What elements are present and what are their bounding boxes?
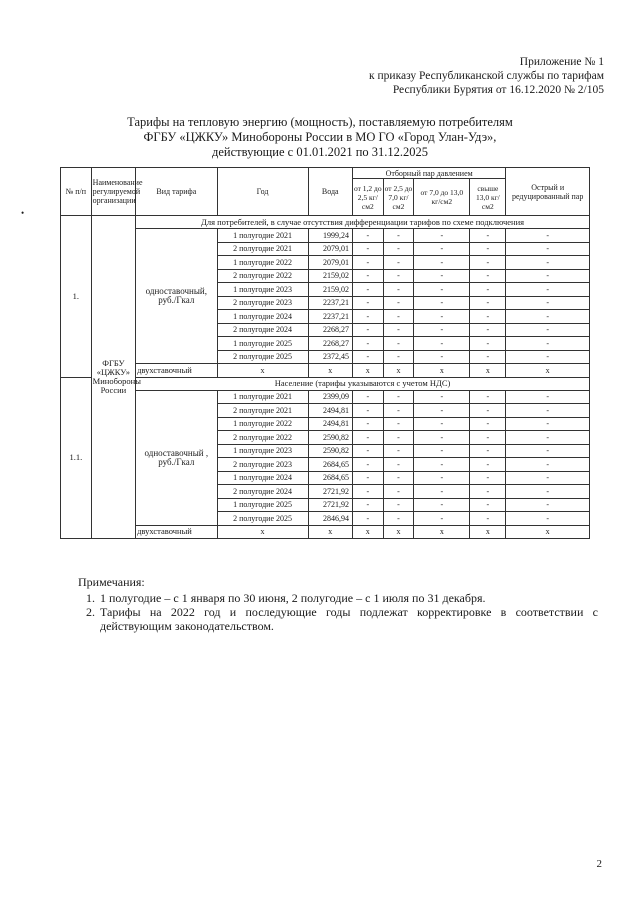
note-item: 2. Тарифы на 2022 год и последующие годы подлежат корректировке в соответствии с действующим законодательством.: [98, 605, 598, 633]
x-cell: х: [506, 364, 590, 378]
dash-cell: -: [414, 256, 470, 270]
header-year: Год: [217, 168, 308, 216]
period-cell: 2 полугодие 2021: [217, 242, 308, 256]
dash-cell: -: [383, 337, 414, 351]
x-cell: х: [308, 364, 352, 378]
dash-cell: -: [506, 256, 590, 270]
dash-cell: -: [506, 512, 590, 526]
dash-cell: -: [414, 296, 470, 310]
dash-cell: -: [383, 444, 414, 458]
water-value: 2721,92: [308, 498, 352, 512]
dash-cell: -: [383, 323, 414, 337]
dash-cell: -: [506, 229, 590, 243]
dash-cell: -: [414, 444, 470, 458]
water-value: 2590,82: [308, 444, 352, 458]
x-cell: х: [352, 525, 383, 539]
margin-mark: •: [21, 208, 25, 218]
header-num: № п/п: [61, 168, 92, 216]
dash-cell: -: [470, 458, 506, 472]
dash-cell: -: [352, 256, 383, 270]
water-value: 2399,09: [308, 390, 352, 404]
header-steam-1: от 1,2 до 2,5 кг/см2: [352, 179, 383, 216]
title-line-2: ФГБУ «ЦЖКУ» Минобороны России в МО ГО «Город Улан-Удэ»,: [143, 130, 497, 144]
dash-cell: -: [383, 431, 414, 445]
period-cell: 1 полугодие 2024: [217, 310, 308, 324]
dash-cell: -: [470, 417, 506, 431]
dash-cell: -: [470, 310, 506, 324]
dash-cell: -: [383, 269, 414, 283]
section-1-title-row: [61, 216, 590, 229]
x-cell: х: [383, 364, 414, 378]
x-cell: х: [217, 525, 308, 539]
dash-cell: -: [352, 471, 383, 485]
section-2-num: 1.1.: [61, 377, 92, 539]
x-cell: х: [414, 525, 470, 539]
appendix-order: к приказу Республиканской службы по тарифам: [369, 70, 604, 82]
dash-cell: -: [414, 512, 470, 526]
dash-cell: -: [352, 458, 383, 472]
header-steam-2: от 2,5 до 7,0 кг/см2: [383, 179, 414, 216]
page-number: 2: [596, 858, 602, 870]
dash-cell: -: [414, 283, 470, 297]
tariff-table: [60, 167, 590, 539]
header-org: Наименование регулируемой организации: [91, 168, 135, 216]
x-cell: х: [414, 364, 470, 378]
dash-cell: -: [470, 471, 506, 485]
dash-cell: -: [470, 296, 506, 310]
dash-cell: -: [470, 323, 506, 337]
period-cell: 2 полугодие 2023: [217, 296, 308, 310]
single-rate-label: одноставочный , руб./Гкал: [136, 390, 217, 525]
dash-cell: -: [352, 431, 383, 445]
x-cell: х: [352, 364, 383, 378]
dash-cell: -: [470, 404, 506, 418]
dash-cell: -: [470, 390, 506, 404]
dash-cell: -: [414, 404, 470, 418]
dash-cell: -: [506, 337, 590, 351]
note-item: 1. 1 полугодие – с 1 января по 30 июня, 2 полугодие – с 1 июля по 31 декабря.: [98, 591, 598, 605]
notes-section: [78, 575, 598, 633]
dash-cell: -: [352, 269, 383, 283]
dash-cell: -: [470, 350, 506, 364]
header-sharp-steam: Острый и редуцированный пар: [506, 168, 590, 216]
period-cell: 2 полугодие 2021: [217, 404, 308, 418]
water-value: 2159,02: [308, 269, 352, 283]
dash-cell: -: [383, 229, 414, 243]
title-line-3: действующие с 01.01.2021 по 31.12.2025: [211, 145, 429, 159]
water-value: 1999,24: [308, 229, 352, 243]
dash-cell: -: [352, 337, 383, 351]
dash-cell: -: [383, 485, 414, 499]
dash-cell: -: [414, 337, 470, 351]
dash-cell: -: [470, 242, 506, 256]
header-steam-4: свыше 13,0 кг/см2: [470, 179, 506, 216]
dash-cell: -: [383, 458, 414, 472]
table-row: [61, 229, 590, 243]
dash-cell: -: [414, 498, 470, 512]
period-cell: 1 полугодие 2024: [217, 471, 308, 485]
period-cell: 2 полугодие 2024: [217, 323, 308, 337]
period-cell: 2 полугодие 2024: [217, 485, 308, 499]
dash-cell: -: [383, 512, 414, 526]
section-1-num: 1.: [61, 216, 92, 378]
dash-cell: -: [383, 390, 414, 404]
dash-cell: -: [383, 350, 414, 364]
x-cell: х: [383, 525, 414, 539]
header-water: Вода: [308, 168, 352, 216]
dash-cell: -: [506, 390, 590, 404]
dash-cell: -: [506, 485, 590, 499]
period-cell: 2 полугодие 2022: [217, 431, 308, 445]
single-rate-label: одноставочный, руб./Гкал: [136, 229, 217, 364]
dash-cell: -: [470, 229, 506, 243]
dash-cell: -: [383, 296, 414, 310]
section-2-title: Население (тарифы указываются с учетом НДС): [136, 377, 590, 390]
org-name: ФГБУ «ЦЖКУ» Минобороны России: [91, 216, 135, 539]
period-cell: 1 полугодие 2023: [217, 283, 308, 297]
dash-cell: -: [506, 431, 590, 445]
header-steam-group: Отборный пар давлением: [352, 168, 505, 179]
header-tariff-type: Вид тарифа: [136, 168, 217, 216]
dash-cell: -: [352, 242, 383, 256]
dash-cell: -: [506, 444, 590, 458]
dash-cell: -: [470, 444, 506, 458]
dash-cell: -: [352, 404, 383, 418]
dash-cell: -: [352, 229, 383, 243]
period-cell: 2 полугодие 2022: [217, 269, 308, 283]
period-cell: 2 полугодие 2025: [217, 350, 308, 364]
header-steam-3: от 7,0 до 13,0 кг/см2: [414, 179, 470, 216]
appendix-header: [369, 55, 604, 97]
two-rate-row: [61, 364, 590, 378]
dash-cell: -: [352, 444, 383, 458]
table-header-row: [61, 168, 590, 179]
water-value: 2372,45: [308, 350, 352, 364]
period-cell: 1 полугодие 2022: [217, 417, 308, 431]
water-value: 2721,92: [308, 485, 352, 499]
period-cell: 1 полугодие 2021: [217, 390, 308, 404]
water-value: 2079,01: [308, 256, 352, 270]
dash-cell: -: [506, 323, 590, 337]
dash-cell: -: [414, 269, 470, 283]
dash-cell: -: [506, 269, 590, 283]
dash-cell: -: [383, 471, 414, 485]
dash-cell: -: [414, 323, 470, 337]
dash-cell: -: [352, 512, 383, 526]
dash-cell: -: [414, 229, 470, 243]
dash-cell: -: [470, 431, 506, 445]
dash-cell: -: [470, 512, 506, 526]
water-value: 2159,02: [308, 283, 352, 297]
water-value: 2684,65: [308, 458, 352, 472]
appendix-date: Республики Бурятия от 16.12.2020 № 2/105: [392, 84, 604, 96]
notes-heading: Примечания:: [78, 575, 145, 589]
x-cell: х: [308, 525, 352, 539]
table-row: [61, 390, 590, 404]
dash-cell: -: [414, 242, 470, 256]
two-rate-label: двухставочный: [136, 525, 217, 539]
dash-cell: -: [470, 498, 506, 512]
period-cell: 1 полугодие 2025: [217, 337, 308, 351]
water-value: 2237,21: [308, 310, 352, 324]
water-value: 2268,27: [308, 337, 352, 351]
dash-cell: -: [352, 323, 383, 337]
dash-cell: -: [383, 256, 414, 270]
dash-cell: -: [352, 498, 383, 512]
dash-cell: -: [506, 350, 590, 364]
period-cell: 1 полугодие 2021: [217, 229, 308, 243]
dash-cell: -: [506, 404, 590, 418]
dash-cell: -: [352, 417, 383, 431]
dash-cell: -: [383, 242, 414, 256]
dash-cell: -: [414, 417, 470, 431]
appendix-number: Приложение № 1: [519, 56, 604, 68]
dash-cell: -: [383, 498, 414, 512]
dash-cell: -: [414, 390, 470, 404]
period-cell: 1 полугодие 2023: [217, 444, 308, 458]
water-value: 2684,65: [308, 471, 352, 485]
water-value: 2846,94: [308, 512, 352, 526]
water-value: 2268,27: [308, 323, 352, 337]
dash-cell: -: [352, 390, 383, 404]
two-rate-row: [61, 525, 590, 539]
water-value: 2494,81: [308, 417, 352, 431]
x-cell: х: [217, 364, 308, 378]
dash-cell: -: [352, 310, 383, 324]
period-cell: 1 полугодие 2025: [217, 498, 308, 512]
dash-cell: -: [506, 471, 590, 485]
period-cell: 2 полугодие 2023: [217, 458, 308, 472]
two-rate-label: двухставочный: [136, 364, 217, 378]
dash-cell: -: [414, 458, 470, 472]
dash-cell: -: [383, 283, 414, 297]
table-body: [61, 216, 590, 539]
dash-cell: -: [506, 242, 590, 256]
dash-cell: -: [506, 498, 590, 512]
dash-cell: -: [470, 337, 506, 351]
dash-cell: -: [506, 283, 590, 297]
dash-cell: -: [383, 417, 414, 431]
water-value: 2494,81: [308, 404, 352, 418]
dash-cell: -: [470, 269, 506, 283]
dash-cell: -: [352, 296, 383, 310]
title-line-1: Тарифы на тепловую энергию (мощность), поставляемую потребителям: [127, 115, 513, 129]
water-value: 2590,82: [308, 431, 352, 445]
dash-cell: -: [352, 350, 383, 364]
dash-cell: -: [506, 310, 590, 324]
dash-cell: -: [383, 310, 414, 324]
x-cell: х: [470, 364, 506, 378]
dash-cell: -: [414, 485, 470, 499]
notes-list: [78, 591, 598, 633]
x-cell: х: [470, 525, 506, 539]
dash-cell: -: [414, 310, 470, 324]
dash-cell: -: [506, 417, 590, 431]
x-cell: х: [506, 525, 590, 539]
dash-cell: -: [414, 431, 470, 445]
dash-cell: -: [470, 485, 506, 499]
period-cell: 1 полугодие 2022: [217, 256, 308, 270]
dash-cell: -: [470, 256, 506, 270]
dash-cell: -: [470, 283, 506, 297]
dash-cell: -: [352, 485, 383, 499]
dash-cell: -: [383, 404, 414, 418]
water-value: 2237,21: [308, 296, 352, 310]
dash-cell: -: [414, 471, 470, 485]
dash-cell: -: [414, 350, 470, 364]
document-title: [60, 115, 580, 160]
period-cell: 2 полугодие 2025: [217, 512, 308, 526]
dash-cell: -: [506, 296, 590, 310]
dash-cell: -: [352, 283, 383, 297]
water-value: 2079,01: [308, 242, 352, 256]
section-1-title: Для потребителей, в случае отсутствия дифференциации тарифов по схеме подключения: [136, 216, 590, 229]
dash-cell: -: [506, 458, 590, 472]
